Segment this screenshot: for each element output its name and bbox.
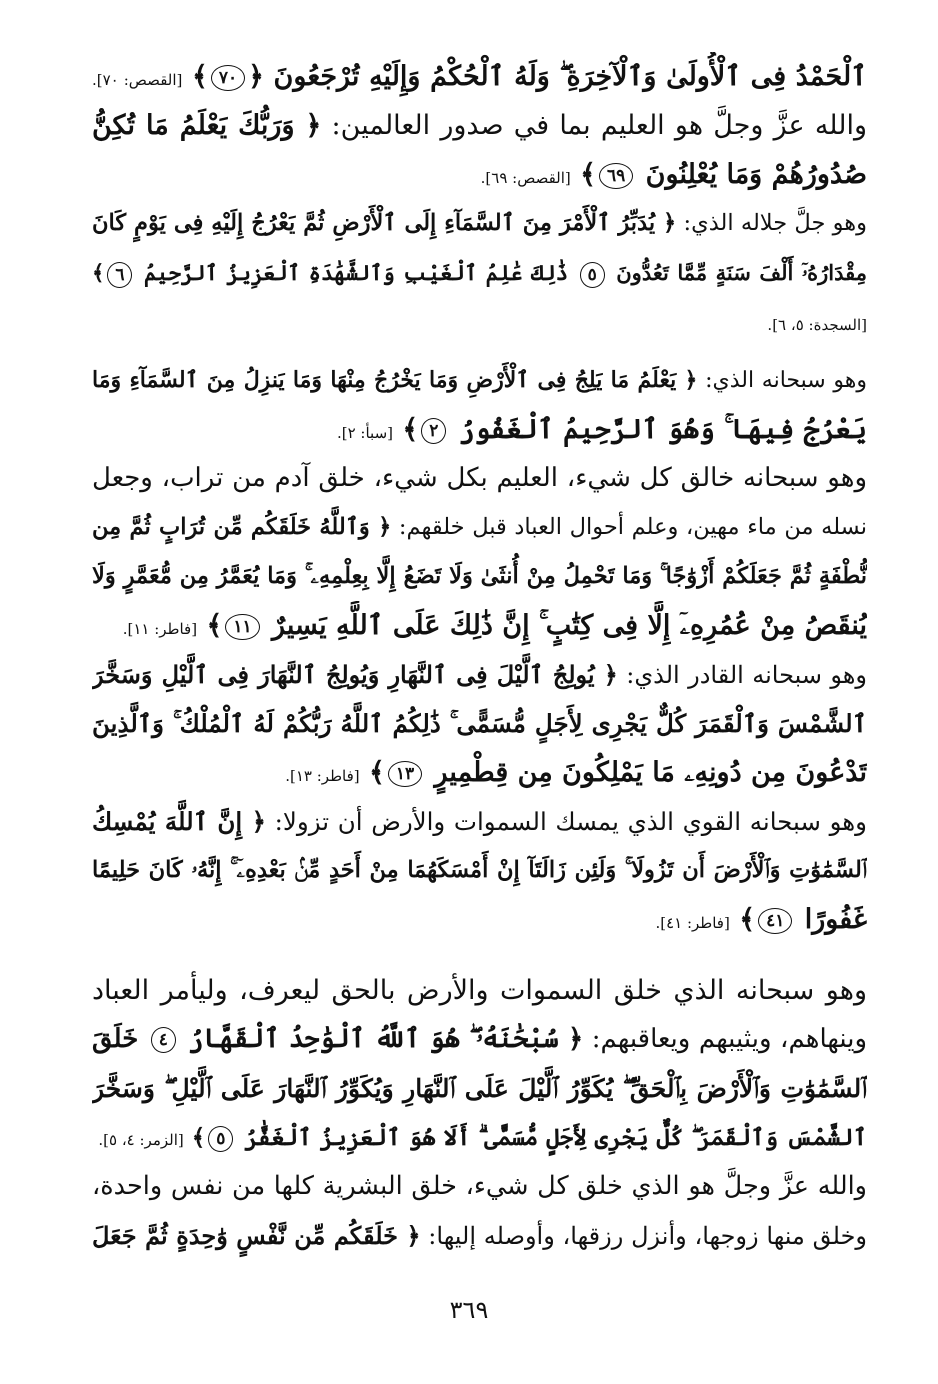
ayah-number-marker: ٦ bbox=[107, 262, 132, 288]
surah-citation: [القصص: ٦٩]. bbox=[480, 169, 571, 187]
ayah-number-marker: ١٣ bbox=[388, 761, 422, 787]
body-text: وينهاهم، ويثيبهم ويعاقبهم: bbox=[583, 1024, 867, 1054]
text-line bbox=[92, 248, 867, 297]
ayah-number-marker: ٤١ bbox=[758, 908, 792, 934]
text-line bbox=[92, 748, 867, 797]
body-text: وهو سبحانه القوي الذي يمسك السموات والأرض أن تزولا: bbox=[265, 807, 867, 836]
surah-citation: [القصص: ٧٠]. bbox=[92, 71, 183, 89]
body-text: وهو سبحانه الذي: bbox=[697, 368, 867, 393]
quran-text: ﴾ bbox=[182, 61, 208, 92]
text-line bbox=[92, 356, 867, 405]
quran-text: ﴿ خَلَقَكُم مِّن نَّفْسٍ وَٰحِدَةٍ ثُمَّ جَعَلَ bbox=[92, 1221, 421, 1250]
ayah-number-marker: ٦٩ bbox=[599, 163, 633, 189]
text-line bbox=[92, 199, 867, 248]
text-line bbox=[92, 297, 867, 346]
quran-text: ٱلسَّمَٰوَٰتِ وَٱلْأَرْضَ بِٱلْحَقِّ ۖ يُكَوِّرُ ٱلَّيْلَ عَلَى ٱلنَّهَارِ وَيُكَوِّرُ ٱلنَّهَارَ عَلَى ٱلَّيْلِ ۖ وَسَخَّرَ bbox=[92, 1074, 867, 1103]
quran-text: ﴿ يَعْلَمُ مَا يَلِجُ فِى ٱلْأَرْضِ وَمَا يَخْرُجُ مِنْهَا وَمَا يَنزِلُ مِنَ ٱلسَّمَآءِ وَمَا bbox=[92, 367, 698, 393]
quran-text: نُّطْفَةٍ ثُمَّ جَعَلَكُمْ أَزْوَٰجًا ۚ وَمَا تَحْمِلُ مِنْ أُنثَىٰ وَلَا تَضَعُ إِلَّا بِعِلْمِهِۦ ۚ وَمَا يُعَمَّرُ مِن مُّعَمَّرٍ وَلَا bbox=[92, 563, 867, 589]
text-line bbox=[92, 1162, 867, 1211]
text-line bbox=[92, 1015, 867, 1064]
surah-citation: [فاطر: ١٣]. bbox=[285, 767, 360, 785]
quran-text: ﴿ يُدَبِّرُ ٱلْأَمْرَ مِنَ ٱلسَّمَآءِ إِلَى ٱلْأَرْضِ ثُمَّ يَعْرُجُ إِلَيْهِ فِى يَوْمٍ كَانَ bbox=[92, 210, 677, 236]
quran-text: ٱلشَّمْسَ وَٱلْقَمَرَ ۖ كُلٌّ يَجْرِى لِأَجَلٍ مُّسَمًّى ۗ أَلَا هُوَ ٱلْعَزِيزُ ٱلْغَفَّٰرُ bbox=[236, 1124, 867, 1151]
text-line bbox=[92, 150, 867, 199]
quran-text: غَفُورًا bbox=[795, 904, 867, 935]
surah-citation: [سبأ: ٢]. bbox=[336, 424, 393, 442]
text-line bbox=[92, 52, 867, 101]
ayah-number-marker: ٧٠ bbox=[211, 65, 245, 91]
page-number: ٣٦٩ bbox=[449, 1296, 489, 1324]
quran-text: ٱلسَّمَٰوَٰتِ وَٱلْأَرْضَ أَن تَزُولَا ۚ وَلَئِن زَالَتَآ إِنْ أَمْسَكَهُمَا مِنْ أَحَدٍ مِّنۢ بَعْدِهِۦٓ ۚ إِنَّهُۥ كَانَ حَلِيمًا bbox=[92, 857, 867, 883]
text-line bbox=[92, 846, 867, 895]
surah-citation: [فاطر: ٤١]. bbox=[655, 914, 730, 932]
page-body bbox=[92, 52, 867, 1260]
ayah-number-marker: ٤ bbox=[151, 1027, 176, 1053]
body-text: وخلق منها زوجها، وأنزل رزقها، وأوصله إليها: bbox=[420, 1222, 867, 1250]
quran-text: ٱلْحَمْدُ فِى ٱلْأُولَىٰ وَٱلْآخِرَةِ ۖ وَلَهُ ٱلْحُكْمُ وَإِلَيْهِ تُرْجَعُونَ ﴿ bbox=[248, 61, 867, 92]
body-text: وهو سبحانه الذي خلق السموات والأرض بالحق ليعرف، وليأمر العباد bbox=[92, 975, 867, 1006]
surah-citation: [فاطر: ١١]. bbox=[122, 620, 198, 638]
surah-citation: [السجدة: ٥، ٦]. bbox=[767, 316, 867, 334]
quran-text: ﴿ وَرَبُّكَ يَعْلَمُ مَا تُكِنُّ bbox=[92, 110, 322, 141]
quran-text: تَدْعُونَ مِن دُونِهِۦ مَا يَمْلِكُونَ مِن قِطْمِيرٍ bbox=[425, 757, 867, 788]
text-line bbox=[92, 405, 867, 454]
quran-text: ﴾ bbox=[183, 1124, 206, 1151]
quran-text: ﴾ bbox=[197, 610, 223, 641]
quran-text: ﴿ إِنَّ ٱللَّهَ يُمْسِكُ bbox=[92, 807, 266, 836]
text-line bbox=[92, 101, 867, 150]
text-line bbox=[92, 895, 867, 944]
quran-text: ﴿ سُبْحَٰنَهُۥ ۖ هُوَ ٱللَّهُ ٱلْوَٰحِدُ ٱلْقَهَّارُ bbox=[178, 1024, 584, 1054]
quran-text: ﴾ bbox=[92, 260, 105, 285]
body-text: وهو جلَّ جلاله الذي: bbox=[676, 210, 867, 236]
ayah-number-marker: ٥ bbox=[208, 1126, 233, 1152]
text-line bbox=[92, 1113, 867, 1162]
quran-text: يُنقَصُ مِنْ عُمُرِهِۦٓ إِلَّا فِى كِتَٰبٍ ۚ إِنَّ ذَٰلِكَ عَلَى ٱللَّهِ يَسِيرٌ bbox=[262, 610, 867, 641]
quran-text: ﴿ يُولِجُ ٱلَّيْلَ فِى ٱلنَّهَارِ وَيُولِجُ ٱلنَّهَارَ فِى ٱلَّيْلِ وَسَخَّرَ bbox=[92, 660, 618, 689]
text-line bbox=[92, 797, 867, 846]
quran-text: ﴿ وَٱللَّهُ خَلَقَكُم مِّن تُرَابٍ ثُمَّ مِن bbox=[92, 514, 392, 540]
body-text: وهو سبحانه خالق كل شيء، العليم بكل شيء، خلق آدم من تراب، وجعل bbox=[92, 463, 867, 493]
text-line bbox=[92, 966, 867, 1015]
body-text: والله عزَّ وجلَّ هو العليم بما في صدور العالمين: bbox=[321, 110, 867, 141]
quran-text: ﴾ bbox=[359, 757, 385, 788]
text-line bbox=[92, 552, 867, 601]
quran-text: ٱلشَّمْسَ وَٱلْقَمَرَ كُلٌّ يَجْرِى لِأَجَلٍ مُّسَمًّى ۚ ذَٰلِكُمُ ٱللَّهُ رَبُّكُمْ لَهُ ٱلْمُلْكُ ۚ وَٱلَّذِينَ bbox=[92, 709, 867, 738]
text-line bbox=[92, 601, 867, 650]
quran-text: صُدُورُهُمْ وَمَا يُعْلِنُونَ bbox=[636, 159, 867, 190]
text-line bbox=[92, 503, 867, 552]
text-line bbox=[92, 650, 867, 699]
quran-text: مِقْدَارُهُۥٓ أَلْفَ سَنَةٍ مِّمَّا تَعُدُّونَ bbox=[607, 260, 867, 285]
quran-text: ﴾ bbox=[393, 414, 419, 445]
body-text: والله عزَّ وجلَّ هو الذي خلق كل شيء، خلق البشرية كلها من نفس واحدة، bbox=[92, 1171, 867, 1201]
body-text: نسله من ماء مهين، وعلم أحوال العباد قبل خلقهم: bbox=[391, 514, 867, 540]
ayah-number-marker: ٢ bbox=[421, 418, 446, 444]
quran-text: ﴾ bbox=[570, 159, 597, 190]
body-text: وهو سبحانه القادر الذي: bbox=[617, 661, 867, 689]
surah-citation: [الزمر: ٤، ٥]. bbox=[98, 1131, 184, 1149]
quran-text: خَلَقَ bbox=[92, 1024, 148, 1054]
ayah-number-marker: ١١ bbox=[225, 614, 259, 640]
quran-text: ذَٰلِكَ عَٰلِمُ ٱلْغَيْبِ وَٱلشَّهَٰدَةِ ٱلْعَزِيزُ ٱلرَّحِيمُ bbox=[135, 260, 577, 285]
quran-text: يَعْرُجُ فِيهَا ۚ وَهُوَ ٱلرَّحِيمُ ٱلْغَفُورُ bbox=[449, 414, 867, 445]
ayah-number-marker: ٥ bbox=[580, 262, 605, 288]
text-line bbox=[92, 1064, 867, 1113]
text-line bbox=[92, 454, 867, 503]
quran-text: ﴾ bbox=[729, 904, 756, 935]
text-line bbox=[92, 699, 867, 748]
text-line bbox=[92, 1211, 867, 1260]
